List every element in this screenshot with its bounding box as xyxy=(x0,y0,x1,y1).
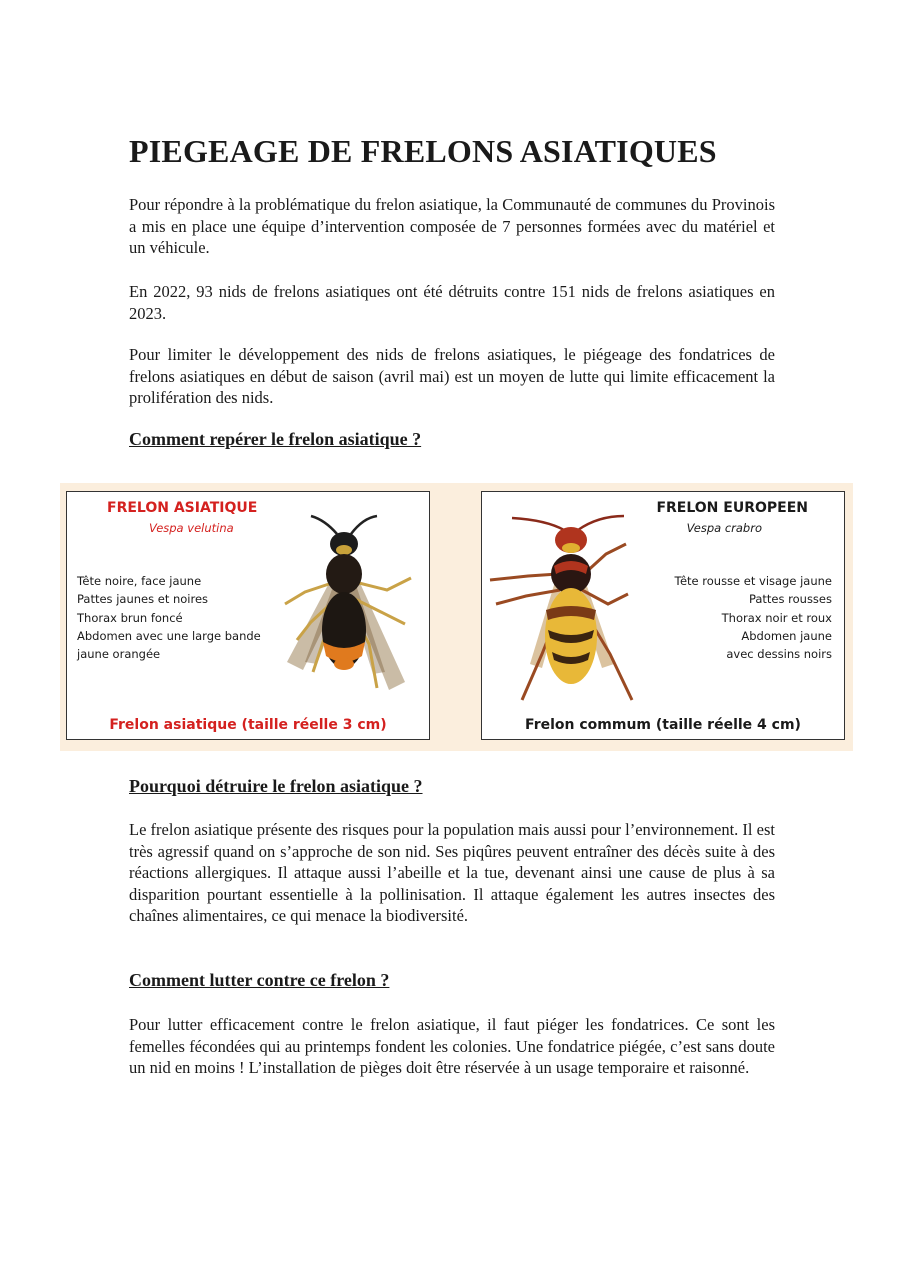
european-hornet-caption: Frelon commum (taille réelle 4 cm) xyxy=(525,717,801,733)
asian-hornet-name: FRELON ASIATIQUE xyxy=(107,500,258,516)
asian-hornet-illustration xyxy=(265,512,417,707)
trait-item: Pattes rousses xyxy=(748,592,832,607)
intro-paragraph-team: Pour répondre à la problématique du frelon asiatique, la Communauté de communes du Provinois a mis en place une équipe d’intervention composée de 7 personnes formées avec du matériel et un véhicule. xyxy=(129,195,775,257)
heading-how-to-fight: Comment lutter contre ce frelon ? xyxy=(129,970,390,990)
asian-hornet-panel xyxy=(66,491,430,740)
hornet-comparison-figure xyxy=(60,483,853,751)
trait-item: Tête noire, face jaune xyxy=(77,574,202,588)
page-title: PIEGEAGE DE FRELONS ASIATIQUES xyxy=(129,133,717,169)
trait-item: Pattes jaunes et noires xyxy=(77,592,209,607)
heading-identify: Comment repérer le frelon asiatique ? xyxy=(129,429,422,449)
trait-item: Abdomen jaune xyxy=(741,628,832,643)
trait-item: Abdomen avec une large bande xyxy=(77,628,261,643)
asian-hornet-traits xyxy=(77,572,261,663)
asian-hornet-scientific-name: Vespa velutina xyxy=(149,521,234,535)
european-hornet-panel xyxy=(481,491,845,740)
european-hornet-traits xyxy=(675,572,832,663)
trait-item: avec dessins noirs xyxy=(726,647,832,662)
european-hornet-illustration xyxy=(482,504,662,712)
intro-paragraph-trapping: Pour limiter le développement des nids de frelons asiatiques, le piégeage des fondatrices de frelons asiatiques en début de saison (avril mai) est un moyen de lutte qui limite efficacement la prolifération des nids. xyxy=(129,345,775,407)
asian-hornet-caption: Frelon asiatique (taille réelle 3 cm) xyxy=(109,717,387,733)
trait-item: jaune orangée xyxy=(77,647,161,662)
paragraph-why-destroy: Le frelon asiatique présente des risques pour la population mais aussi pour l’environnement. Il est très agressif quand on s’approche de son nid. Ses piqûres peuvent entraîner des décès suite à des réactions allergiques. Il attaque aussi l’abeille et la tue, devenant ainsi une cause de plus à sa disparition pourtant essentielle à la pollinisation. Il attaque également les autres insectes des chaînes alimentaires, ce qui menace la biodiversité. xyxy=(129,820,775,925)
trait-item: Thorax noir et roux xyxy=(721,610,832,625)
heading-why-destroy: Pourquoi détruire le frelon asiatique ? xyxy=(129,776,423,796)
trait-item: Thorax brun foncé xyxy=(77,610,183,625)
paragraph-how-to-fight: Pour lutter efficacement contre le frelon asiatique, il faut piéger les fondatrices. Ce sont les femelles fécondées qui au printemps fondent les colonies. Une fondatrice piégée, c’est sans doute un nid en moins ! L’installation de pièges doit être réservée à un usage temporaire et raisonné. xyxy=(129,1015,775,1077)
european-hornet-name: FRELON EUROPEEN xyxy=(656,500,808,516)
trait-item: Tête rousse et visage jaune xyxy=(674,574,832,588)
european-hornet-scientific-name: Vespa crabro xyxy=(686,521,762,535)
intro-paragraph-statistics: En 2022, 93 nids de frelons asiatiques ont été détruits contre 151 nids de frelons asiatiques en 2023. xyxy=(129,282,775,323)
